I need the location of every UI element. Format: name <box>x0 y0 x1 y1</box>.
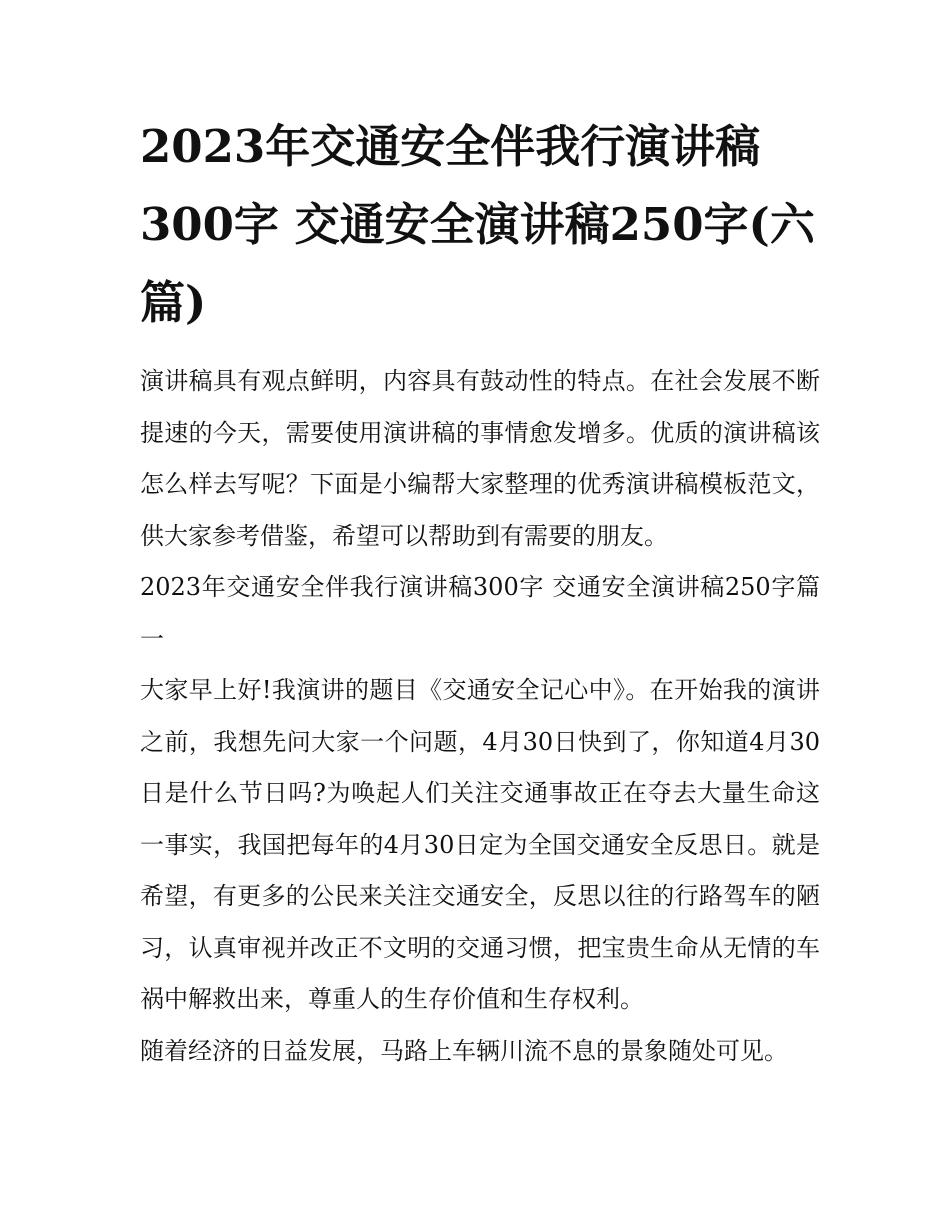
document-title: 2023年交通安全伴我行演讲稿300字 交通安全演讲稿250字(六篇) <box>140 120 815 329</box>
body-paragraph-1: 大家早上好!我演讲的题目《交通安全记心中》。在开始我的演讲之前，我想先问大家一个问题，4月30日快到了，你知道4月30日是什么节日吗?为唤起人们关注交通事故正在夺去大量生命这一事实，我国把每年的4月30日定为全国交通安全反思日。就是希望，有更多的公民来关注交通安全，反思以往的行路驾车的陋习，认真审视并改正不文明的交通习惯，把宝贵生命从无情的车祸中解救出来，尊重人的生存价值和生存权利。 <box>140 676 820 1013</box>
intro-paragraph: 演讲稿具有观点鲜明，内容具有鼓动性的特点。在社会发展不断提速的今天，需要使用演讲稿的事情愈发增多。优质的演讲稿该怎么样去写呢？下面是小编帮大家整理的优秀演讲稿模板范文，供大家参考借鉴，希望可以帮助到有需要的朋友。 <box>140 367 820 550</box>
body-paragraph-2: 随着经济的日益发展，马路上车辆川流不息的景象随处可见。 <box>140 1036 788 1065</box>
section-heading: 2023年交通安全伴我行演讲稿300字 交通安全演讲稿250字篇一 <box>140 573 820 653</box>
document-content <box>140 108 820 1077</box>
